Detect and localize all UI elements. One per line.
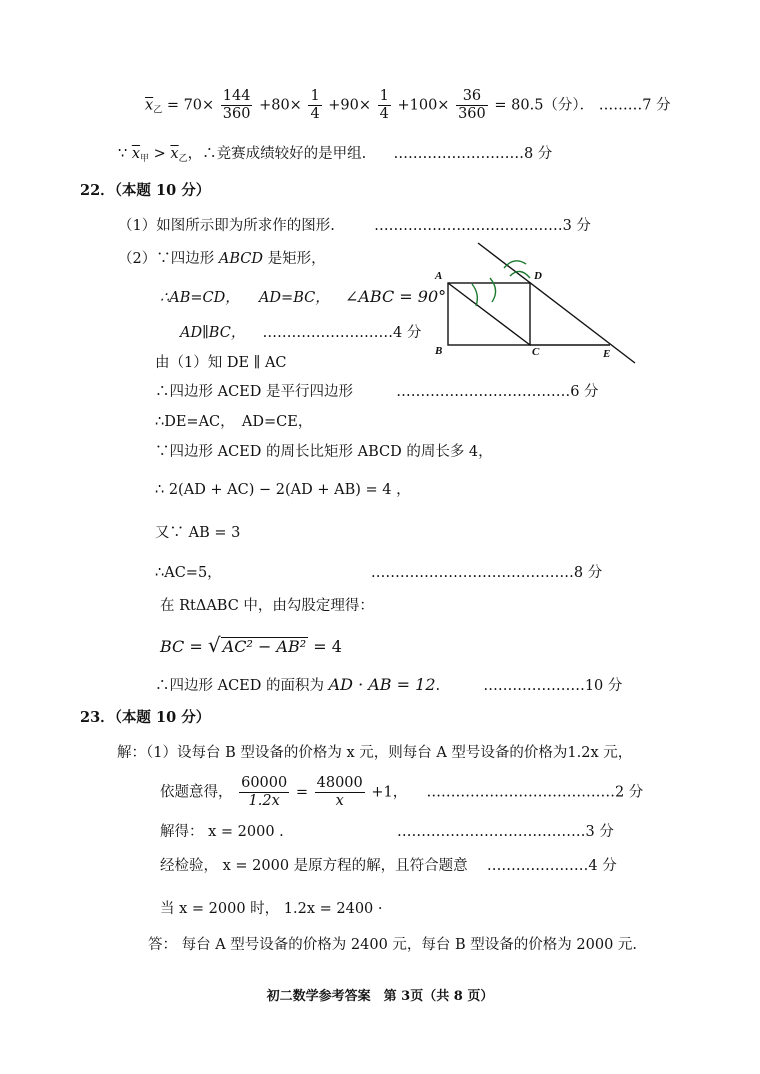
q22-line9: ∴ 2(AD + AC) − 2(AD + AB) = 4 ，: [155, 482, 411, 498]
score-2: …………………………………2 分: [426, 784, 644, 801]
q22-line8: ∵四边形 ACED 的周长比矩形 ABCD 的周长多 4，: [155, 444, 493, 460]
rectangle-parallelogram-figure: [430, 238, 645, 368]
label-d: D: [534, 270, 542, 282]
label-a: A: [435, 270, 443, 282]
q23-equation: 依题意得， $\frac{60000}{1.2x}$ = $\frac{48000}{x}$ +1， …………………………………2 分: [160, 775, 644, 809]
score-4: ………………………4 分: [262, 325, 422, 341]
page-footer: 初二数学参考答案 第 3页（共 8 页）: [266, 989, 494, 1004]
q23-answer: 答： 每台 A 型号设备的价格为 2400 元，每台 B 型设备的价格为 2000 元.: [148, 937, 638, 953]
q23-step1: 解：（1）设每台 B 型设备的价格为 x 元，则每台 A 型号设备的价格为1.2x 元，: [117, 745, 633, 761]
q22-line12: 在 RtΔABC 中，由勾股定理得：: [160, 598, 374, 614]
q23-title: 23．（本题 10 分）: [80, 709, 211, 726]
q22-line7: ∴DE=AC， AD=CE，: [155, 414, 313, 430]
q23-when: 当 x = 2000 时， 1.2x = 2400 ·: [160, 901, 383, 917]
q22-line4: AD∥BC， ………………………4 分: [180, 325, 422, 341]
arc-mark-3: [504, 261, 526, 268]
score-10: …………………10 分: [483, 678, 623, 694]
q22-title: 22．（本题 10 分）: [80, 182, 211, 199]
arc-mark-2: [490, 278, 496, 302]
mean-formula-yi: $\overline{x}_乙 = 70\times$ $\frac{144}{360}$ +80× $\frac{1}{4}$ +90× $\frac{1}{4}$ +100× $\frac{36}{360}$ = 80.5（分）． ………7 分: [145, 88, 671, 122]
score-3b: …………………………………3 分: [397, 824, 614, 840]
q22-line14: ∴四边形 ACED 的面积为 AD · AB = 12. …………………10 分: [155, 675, 623, 694]
score-8b: ……………………………………8 分: [370, 565, 603, 581]
q22-line13: BC = √ AC² − AB² = 4: [160, 633, 342, 657]
q22-line11: ∴AC=5， ……………………………………8 分: [155, 565, 603, 581]
label-c: C: [532, 346, 540, 358]
comparison-line: ∵ $\overline{x}_甲 > \overline{x}_乙$，∴竞赛成绩较好的是甲组. ………………………8 分: [118, 146, 553, 164]
label-e: E: [603, 348, 611, 360]
score-3: …………………………………3 分: [374, 218, 591, 234]
score-7: ………7 分: [598, 97, 671, 114]
score-6: ………………………………6 分: [396, 384, 599, 400]
q22-line5: 由（1）知 DE ∥ AC: [155, 355, 287, 371]
q23-solve: 解得： x = 2000 . …………………………………3 分: [160, 824, 614, 840]
score-8: ………………………8 分: [393, 146, 553, 162]
q22-line10: 又∵ AB = 3: [155, 525, 241, 541]
q22-line3: ∴AB=CD， AD=BC， ∠ABC = 90°: [160, 287, 447, 306]
score-4b: …………………4 分: [486, 858, 617, 874]
q22-part2: （2）∵四边形 ABCD 是矩形，: [118, 251, 326, 267]
q22-part1: （1）如图所示即为所求作的图形. …………………………………3 分: [118, 218, 591, 234]
q23-verify: 经检验， x = 2000 是原方程的解，且符合题意 …………………4 分: [160, 858, 617, 874]
q22-line6: ∴四边形 ACED 是平行四边形 ………………………………6 分: [155, 384, 599, 400]
diagonal-ac: [448, 283, 530, 345]
label-b: B: [435, 345, 443, 357]
